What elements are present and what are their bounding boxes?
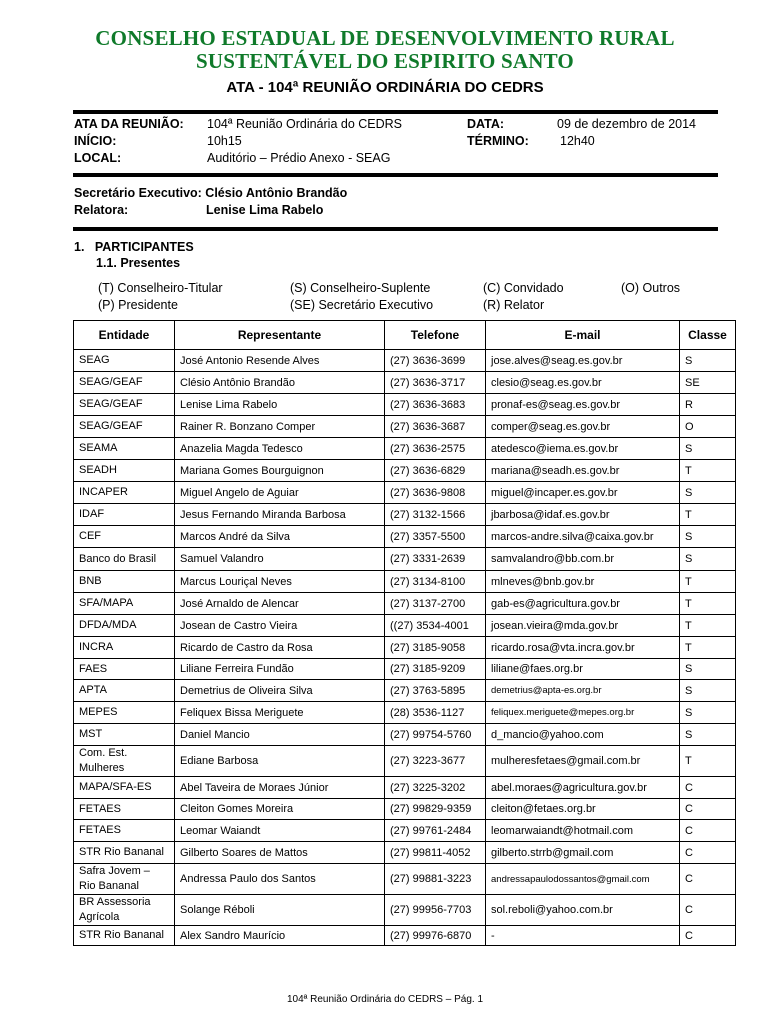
table-row — [74, 460, 736, 482]
meta-values-right — [557, 116, 696, 150]
cell-email: ricardo.rosa@vta.incra.gov.br — [486, 637, 680, 659]
cell-classe: C — [680, 926, 736, 946]
document-subtitle: ATA - 104ª REUNIÃO ORDINÁRIA DO CEDRS — [226, 79, 544, 96]
cell-email: gilberto.strrb@gmail.com — [486, 842, 680, 864]
table-row — [74, 926, 736, 946]
cell-representante: Cleiton Gomes Moreira — [175, 799, 385, 820]
cell-representante: Samuel Valandro — [175, 548, 385, 571]
cell-entidade: STR Rio Bananal — [74, 842, 175, 864]
cell-representante: Ediane Barbosa — [175, 746, 385, 777]
cell-entidade: SFA/MAPA — [74, 593, 175, 615]
cell-email: gab-es@agricultura.gov.br — [486, 593, 680, 615]
cell-entidade: IDAF — [74, 504, 175, 526]
table-row — [74, 350, 736, 372]
termino-label: TÉRMINO: — [467, 134, 529, 148]
cell-classe: T — [680, 593, 736, 615]
legend-col1 — [98, 280, 223, 314]
table-row — [74, 615, 736, 637]
table-row — [74, 680, 736, 702]
cell-telefone: (27) 3223-3677 — [385, 746, 486, 777]
table-row — [74, 504, 736, 526]
table-row — [74, 548, 736, 571]
cell-representante: Josean de Castro Vieira — [175, 615, 385, 637]
cell-classe: C — [680, 842, 736, 864]
cell-email: samvalandro@bb.com.br — [486, 548, 680, 571]
table-row — [74, 724, 736, 746]
table-row — [74, 659, 736, 680]
cell-email: abel.moraes@agricultura.gov.br — [486, 777, 680, 799]
cell-telefone: (27) 3185-9209 — [385, 659, 486, 680]
cell-classe: S — [680, 482, 736, 504]
table-row — [74, 799, 736, 820]
cell-classe: T — [680, 746, 736, 777]
section-subheading: 1.1. Presentes — [96, 256, 181, 270]
cell-representante: Alex Sandro Maurício — [175, 926, 385, 946]
cell-entidade: SEAG — [74, 350, 175, 372]
cell-classe: R — [680, 394, 736, 416]
cell-telefone: (27) 99881-3223 — [385, 864, 486, 895]
cell-entidade: MAPA/SFA-ES — [74, 777, 175, 799]
cell-classe: S — [680, 702, 736, 724]
cell-email: liliane@faes.org.br — [486, 659, 680, 680]
cell-email: andressapaulodossantos@gmail.com — [486, 864, 680, 895]
cell-classe: O — [680, 416, 736, 438]
cell-entidade: BNB — [74, 571, 175, 593]
col-header-telefone: Telefone — [385, 321, 486, 350]
cell-telefone: (27) 99976-6870 — [385, 926, 486, 946]
cell-representante: José Antonio Resende Alves — [175, 350, 385, 372]
col-header-representante: Representante — [175, 321, 385, 350]
cell-telefone: (27) 3357-5500 — [385, 526, 486, 548]
cell-email: jose.alves@seag.es.gov.br — [486, 350, 680, 372]
cell-classe: S — [680, 548, 736, 571]
cell-email: mulheresfetaes@gmail.com.br — [486, 746, 680, 777]
cell-telefone: (27) 99754-5760 — [385, 724, 486, 746]
participants-table — [73, 320, 736, 946]
cell-classe: T — [680, 571, 736, 593]
cell-email: cleiton@fetaes.org.br — [486, 799, 680, 820]
cell-entidade: Safra Jovem – Rio Bananal — [74, 864, 175, 895]
cell-representante: Miguel Angelo de Aguiar — [175, 482, 385, 504]
cell-classe: T — [680, 615, 736, 637]
cell-telefone: (27) 3636-3683 — [385, 394, 486, 416]
cell-email: pronaf-es@seag.es.gov.br — [486, 394, 680, 416]
table-row — [74, 416, 736, 438]
cell-classe: S — [680, 680, 736, 702]
legend-presidente: (P) Presidente — [98, 298, 178, 312]
cell-telefone: (27) 3636-3717 — [385, 372, 486, 394]
cell-telefone: (27) 3636-9808 — [385, 482, 486, 504]
cell-representante: Ricardo de Castro da Rosa — [175, 637, 385, 659]
cell-telefone: (27) 3763-5895 — [385, 680, 486, 702]
cell-entidade: INCRA — [74, 637, 175, 659]
cell-entidade: INCAPER — [74, 482, 175, 504]
cell-representante: Demetrius de Oliveira Silva — [175, 680, 385, 702]
cell-classe: S — [680, 438, 736, 460]
relatora-value: Lenise Lima Rabelo — [206, 203, 324, 217]
cell-representante: Leomar Waiandt — [175, 820, 385, 842]
cell-representante: Marcus Louriçal Neves — [175, 571, 385, 593]
cell-entidade: SEADH — [74, 460, 175, 482]
col-header-entidade: Entidade — [74, 321, 175, 350]
cell-email: marcos-andre.silva@caixa.gov.br — [486, 526, 680, 548]
divider — [73, 110, 718, 114]
cell-classe: C — [680, 820, 736, 842]
cell-email: miguel@incaper.es.gov.br — [486, 482, 680, 504]
cell-entidade: STR Rio Bananal — [74, 926, 175, 946]
cell-email: feliquex.meriguete@mepes.org.br — [486, 702, 680, 724]
cell-entidade: SEAG/GEAF — [74, 372, 175, 394]
cell-entidade: SEAMA — [74, 438, 175, 460]
inicio-value: 10h15 — [207, 134, 242, 148]
meta-values — [207, 116, 402, 167]
cell-representante: Marcos André da Silva — [175, 526, 385, 548]
ata-value: 104ª Reunião Ordinária do CEDRS — [207, 117, 403, 131]
table-row — [74, 571, 736, 593]
local-value: Auditório – Prédio Anexo - SEAG — [207, 151, 391, 165]
cell-email: jbarbosa@idaf.es.gov.br — [486, 504, 680, 526]
cell-telefone: (27) 99829-9359 — [385, 799, 486, 820]
cell-telefone: (27) 3137-2700 — [385, 593, 486, 615]
legend-secretario: (SE) Secretário Executivo — [290, 298, 434, 312]
section-heading: 1. PARTICIPANTES — [74, 240, 194, 254]
table-row — [74, 394, 736, 416]
cell-representante: Feliquex Bissa Meriguete — [175, 702, 385, 724]
cell-classe: C — [680, 864, 736, 895]
cell-telefone: (27) 3134-8100 — [385, 571, 486, 593]
cell-telefone: ((27) 3534-4001 — [385, 615, 486, 637]
legend-convidado: (C) Convidado — [483, 281, 564, 295]
meta-labels — [74, 116, 184, 167]
cell-representante: Solange Réboli — [175, 895, 385, 926]
cell-representante: Jesus Fernando Miranda Barbosa — [175, 504, 385, 526]
table-row — [74, 895, 736, 926]
table-header-row — [74, 321, 736, 350]
legend-relator: (R) Relator — [483, 298, 545, 312]
cell-entidade: BR Assessoria Agrícola — [74, 895, 175, 926]
col-header-classe: Classe — [680, 321, 736, 350]
cell-entidade: FETAES — [74, 820, 175, 842]
cell-entidade: DFDA/MDA — [74, 615, 175, 637]
cell-entidade: FAES — [74, 659, 175, 680]
legend-suplente: (S) Conselheiro-Suplente — [290, 281, 431, 295]
table-row — [74, 438, 736, 460]
legend-outros: (O) Outros — [621, 281, 681, 295]
cell-telefone: (27) 3636-3687 — [385, 416, 486, 438]
legend-titular: (T) Conselheiro-Titular — [98, 281, 223, 295]
table-row — [74, 526, 736, 548]
cell-entidade: SEAG/GEAF — [74, 394, 175, 416]
cell-email: josean.vieira@mda.gov.br — [486, 615, 680, 637]
cell-entidade: MEPES — [74, 702, 175, 724]
local-label: LOCAL: — [74, 151, 122, 165]
cell-entidade: Banco do Brasil — [74, 548, 175, 571]
cell-classe: S — [680, 526, 736, 548]
table-row — [74, 702, 736, 724]
cell-email: clesio@seag.es.gov.br — [486, 372, 680, 394]
table-row — [74, 746, 736, 777]
cell-representante: Gilberto Soares de Mattos — [175, 842, 385, 864]
table-row — [74, 372, 736, 394]
cell-classe: SE — [680, 372, 736, 394]
cell-representante: Anazelia Magda Tedesco — [175, 438, 385, 460]
cell-telefone: (27) 3636-2575 — [385, 438, 486, 460]
table-row — [74, 637, 736, 659]
cell-representante: Andressa Paulo dos Santos — [175, 864, 385, 895]
meta-labels-right — [467, 116, 529, 150]
cell-telefone: (27) 3331-2639 — [385, 548, 486, 571]
cell-classe: C — [680, 777, 736, 799]
cell-telefone: (27) 3636-6829 — [385, 460, 486, 482]
table-row — [74, 777, 736, 799]
cell-email: mariana@seadh.es.gov.br — [486, 460, 680, 482]
cell-representante: Lenise Lima Rabelo — [175, 394, 385, 416]
cell-entidade: APTA — [74, 680, 175, 702]
cell-representante: Clésio Antônio Brandão — [175, 372, 385, 394]
cell-email: sol.reboli@yahoo.com.br — [486, 895, 680, 926]
cell-telefone: (28) 3536-1127 — [385, 702, 486, 724]
cell-entidade: FETAES — [74, 799, 175, 820]
cell-classe: T — [680, 637, 736, 659]
divider — [73, 173, 718, 177]
cell-telefone: (27) 3636-3699 — [385, 350, 486, 372]
cell-classe: T — [680, 504, 736, 526]
cell-classe: T — [680, 460, 736, 482]
cell-telefone: (27) 3225-3202 — [385, 777, 486, 799]
cell-representante: Abel Taveira de Moraes Júnior — [175, 777, 385, 799]
cell-entidade: SEAG/GEAF — [74, 416, 175, 438]
cell-email: atedesco@iema.es.gov.br — [486, 438, 680, 460]
legend-col3 — [483, 280, 564, 314]
cell-representante: Mariana Gomes Bourguignon — [175, 460, 385, 482]
document-title-line1: CONSELHO ESTADUAL DE DESENVOLVIMENTO RURAL — [95, 26, 675, 50]
cell-email: demetrius@apta-es.org.br — [486, 680, 680, 702]
cell-entidade: CEF — [74, 526, 175, 548]
cell-telefone: (27) 3185-9058 — [385, 637, 486, 659]
cell-email: d_mancio@yahoo.com — [486, 724, 680, 746]
cell-classe: C — [680, 799, 736, 820]
table-row — [74, 593, 736, 615]
table-row — [74, 820, 736, 842]
cell-representante: Daniel Mancio — [175, 724, 385, 746]
cell-telefone: (27) 99761-2484 — [385, 820, 486, 842]
secretario: Secretário Executivo: Clésio Antônio Brandão — [74, 186, 348, 200]
cell-email: leomarwaiandt@hotmail.com — [486, 820, 680, 842]
termino-value: 12h40 — [560, 134, 595, 148]
cell-entidade: Com. Est. Mulheres — [74, 746, 175, 777]
inicio-label: INÍCIO: — [74, 134, 117, 148]
data-value: 09 de dezembro de 2014 — [557, 117, 696, 131]
cell-email: mlneves@bnb.gov.br — [486, 571, 680, 593]
cell-classe: C — [680, 895, 736, 926]
cell-email: - — [486, 926, 680, 946]
cell-classe: S — [680, 350, 736, 372]
divider — [73, 227, 718, 231]
cell-representante: Liliane Ferreira Fundão — [175, 659, 385, 680]
table-row — [74, 482, 736, 504]
document-title-line2: SUSTENTÁVEL DO ESPIRITO SANTO — [196, 49, 574, 73]
page-footer: 104ª Reunião Ordinária do CEDRS – Pág. 1 — [286, 994, 484, 1005]
table-row — [74, 864, 736, 895]
cell-classe: S — [680, 724, 736, 746]
data-label: DATA: — [467, 117, 505, 131]
relatora-label: Relatora: — [74, 203, 129, 217]
ata-label: ATA DA REUNIÃO: — [74, 117, 184, 131]
table-row — [74, 842, 736, 864]
cell-email: comper@seag.es.gov.br — [486, 416, 680, 438]
cell-telefone: (27) 3132-1566 — [385, 504, 486, 526]
legend-col2 — [290, 280, 433, 314]
cell-entidade: MST — [74, 724, 175, 746]
cell-telefone: (27) 99811-4052 — [385, 842, 486, 864]
cell-representante: José Arnaldo de Alencar — [175, 593, 385, 615]
legend-col4 — [621, 280, 680, 297]
cell-classe: S — [680, 659, 736, 680]
cell-telefone: (27) 99956-7703 — [385, 895, 486, 926]
col-header-email: E-mail — [486, 321, 680, 350]
cell-representante: Rainer R. Bonzano Comper — [175, 416, 385, 438]
